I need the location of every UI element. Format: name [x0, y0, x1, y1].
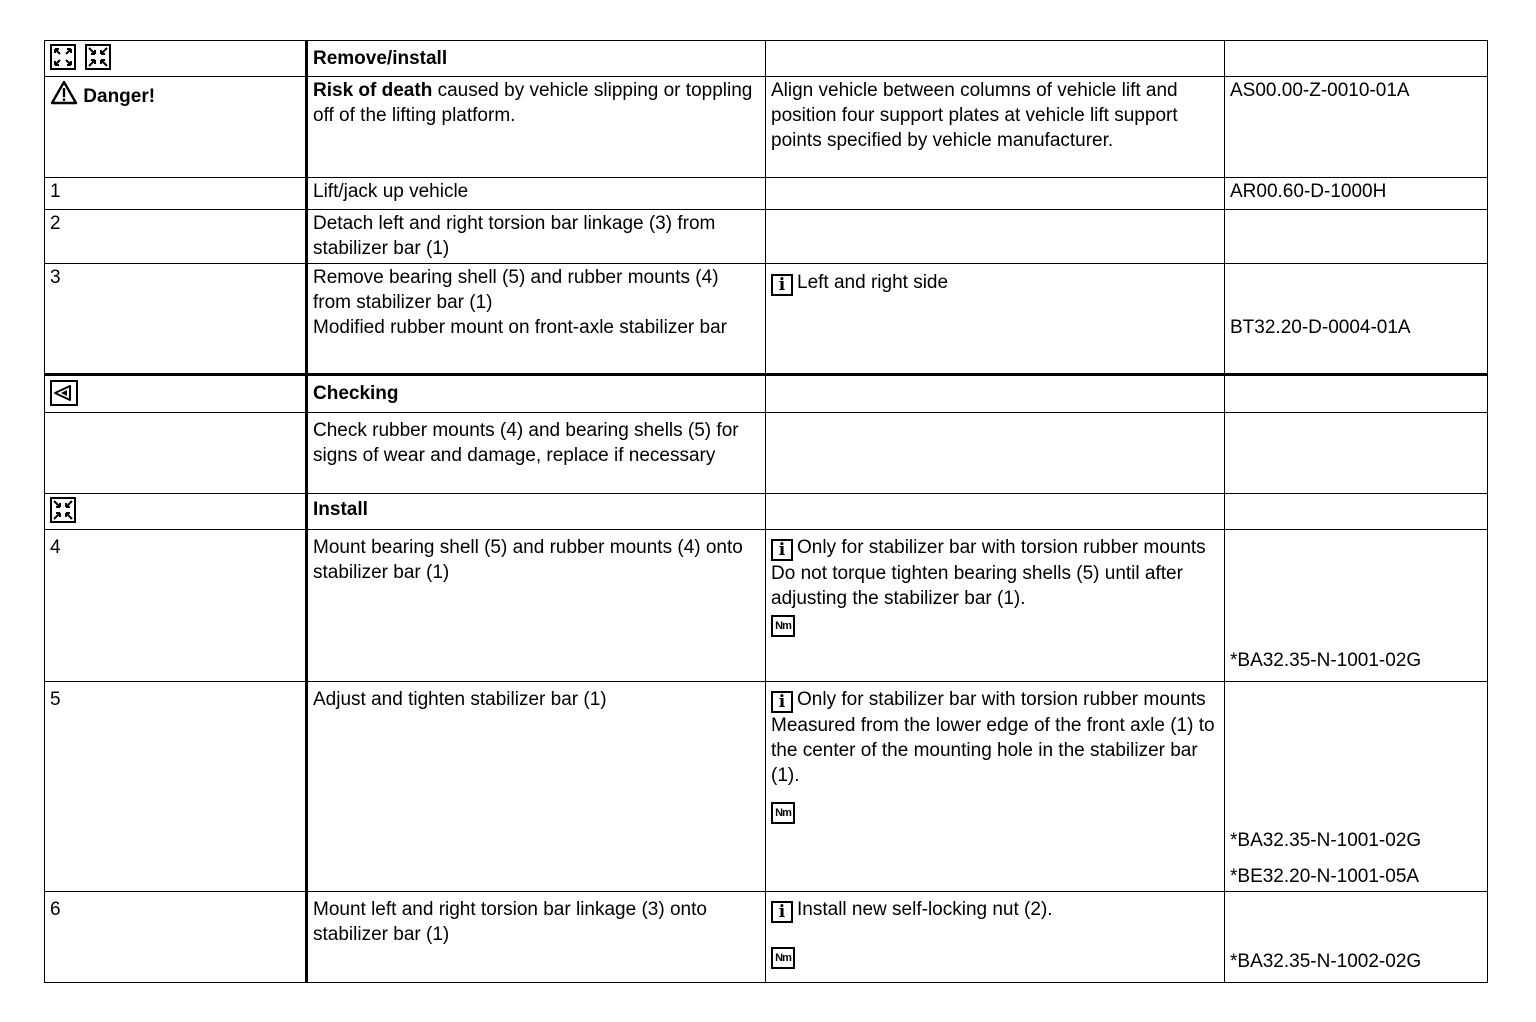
- step-note-cell: [766, 892, 1225, 983]
- step-action-cell: [307, 264, 766, 375]
- step-ref: BT32.20-D-0004-01A: [1230, 317, 1411, 338]
- danger-ref: AS00.00-Z-0010-01A: [1225, 77, 1488, 178]
- step-number: 1: [45, 178, 307, 210]
- danger-label-cell: [45, 77, 307, 178]
- step-note-cell: [766, 178, 1225, 210]
- torque-row: [771, 943, 1219, 969]
- step-note: [771, 535, 1219, 561]
- checking-text: Check rubber mounts (4) and bearing shells (5) for signs of wear and damage, replace if necessary: [307, 413, 766, 494]
- step-note-cell: [766, 210, 1225, 264]
- install-ref-cell: [1225, 494, 1488, 530]
- step-ref-cell: [1225, 892, 1488, 983]
- procedure-table: [44, 40, 1488, 983]
- checking-note-cell: [766, 413, 1225, 494]
- warning-triangle-icon: [50, 80, 78, 105]
- step-ref-cell: [1225, 682, 1488, 892]
- step-note-detail: Measured from the lower edge of the front axle (1) to the center of the mounting hole in the stabilizer bar (1).: [771, 715, 1215, 786]
- install-title: Install: [307, 494, 766, 530]
- step-ref-cell: [1225, 210, 1488, 264]
- torque-nm-icon: Nm: [771, 802, 795, 824]
- danger-row: [45, 77, 1488, 178]
- info-icon: i: [771, 274, 793, 296]
- info-icon: i: [771, 539, 793, 561]
- step-note: [771, 897, 1219, 923]
- step-action: Lift/jack up vehicle: [307, 178, 766, 210]
- step-ref-2: *BE32.20-N-1001-05A: [1230, 866, 1420, 887]
- step-ref-cell: [1225, 264, 1488, 375]
- step-row: [45, 530, 1488, 682]
- step-ref: *BA32.35-N-1001-02G: [1230, 830, 1422, 851]
- step-action: Remove bearing shell (5) and rubber mounts (4) from stabilizer bar (1): [313, 267, 719, 313]
- header-notes-cell: [766, 41, 1225, 77]
- step-number: 5: [45, 682, 307, 892]
- danger-risk-bold: Risk of death: [313, 80, 433, 101]
- checking-title: Checking: [307, 375, 766, 413]
- step-number: 2: [45, 210, 307, 264]
- torque-row: [771, 798, 1219, 824]
- install-icon-cell: [45, 494, 307, 530]
- danger-risk-text: caused by vehicle slipping or toppling off of the lifting platform.: [313, 80, 753, 126]
- step-row: [45, 892, 1488, 983]
- checking-header-row: [45, 375, 1488, 413]
- install-icon: [50, 497, 76, 523]
- step-action: Detach left and right torsion bar linkage (3) from stabilizer bar (1): [307, 210, 766, 264]
- torque-row: [771, 611, 1219, 637]
- step-note-detail: Do not torque tighten bearing shells (5) until after adjusting the stabilizer bar (1).: [771, 563, 1183, 609]
- header-row: [45, 41, 1488, 77]
- step-row: [45, 264, 1488, 375]
- step-row: [45, 682, 1488, 892]
- step-ref-cell: [1225, 530, 1488, 682]
- step-ref: *BA32.35-N-1001-02G: [1230, 650, 1422, 671]
- step-number: 4: [45, 530, 307, 682]
- checking-ref-cell: [1225, 413, 1488, 494]
- step-note-text: Only for stabilizer bar with torsion rubber mounts: [797, 537, 1206, 558]
- install-header-row: [45, 494, 1488, 530]
- step-note: Left and right side: [797, 272, 949, 293]
- step-note-cell: [766, 530, 1225, 682]
- checking-note-cell: [766, 375, 1225, 413]
- danger-label: Danger!: [83, 86, 156, 107]
- step-action: Mount bearing shell (5) and rubber mounts (4) onto stabilizer bar (1): [307, 530, 766, 682]
- torque-nm-icon: Nm: [771, 615, 795, 637]
- step-action-note: Modified rubber mount on front-axle stabilizer bar: [313, 317, 727, 338]
- install-icon: [85, 44, 111, 70]
- step-note: [771, 687, 1219, 713]
- danger-text-cell: [307, 77, 766, 178]
- checking-ref-cell: [1225, 375, 1488, 413]
- step-number: 3: [45, 264, 307, 375]
- header-ref-cell: [1225, 41, 1488, 77]
- step-row: [45, 210, 1488, 264]
- checking-number-cell: [45, 413, 307, 494]
- header-icons-cell: [45, 41, 307, 77]
- step-note-text: Install new self-locking nut (2).: [797, 899, 1053, 920]
- step-note-text: Only for stabilizer bar with torsion rubber mounts: [797, 689, 1206, 710]
- step-note-cell: [766, 264, 1225, 375]
- remove-icon: [50, 44, 76, 70]
- danger-note: Align vehicle between columns of vehicle lift and position four support plates at vehicle lift support points specified by vehicle manufacturer.: [766, 77, 1225, 178]
- step-number: 6: [45, 892, 307, 983]
- step-action: Mount left and right torsion bar linkage (3) onto stabilizer bar (1): [307, 892, 766, 983]
- info-icon: i: [771, 691, 793, 713]
- checking-icon: [50, 380, 78, 406]
- step-ref: AR00.60-D-1000H: [1225, 178, 1488, 210]
- checking-icon-cell: [45, 375, 307, 413]
- checking-row: [45, 413, 1488, 494]
- torque-nm-icon: Nm: [771, 947, 795, 969]
- step-note-cell: [766, 682, 1225, 892]
- header-title: Remove/install: [307, 41, 766, 77]
- install-note-cell: [766, 494, 1225, 530]
- step-action: Adjust and tighten stabilizer bar (1): [307, 682, 766, 892]
- info-icon: i: [771, 901, 793, 923]
- step-row: [45, 178, 1488, 210]
- step-ref: *BA32.35-N-1002-02G: [1230, 951, 1422, 972]
